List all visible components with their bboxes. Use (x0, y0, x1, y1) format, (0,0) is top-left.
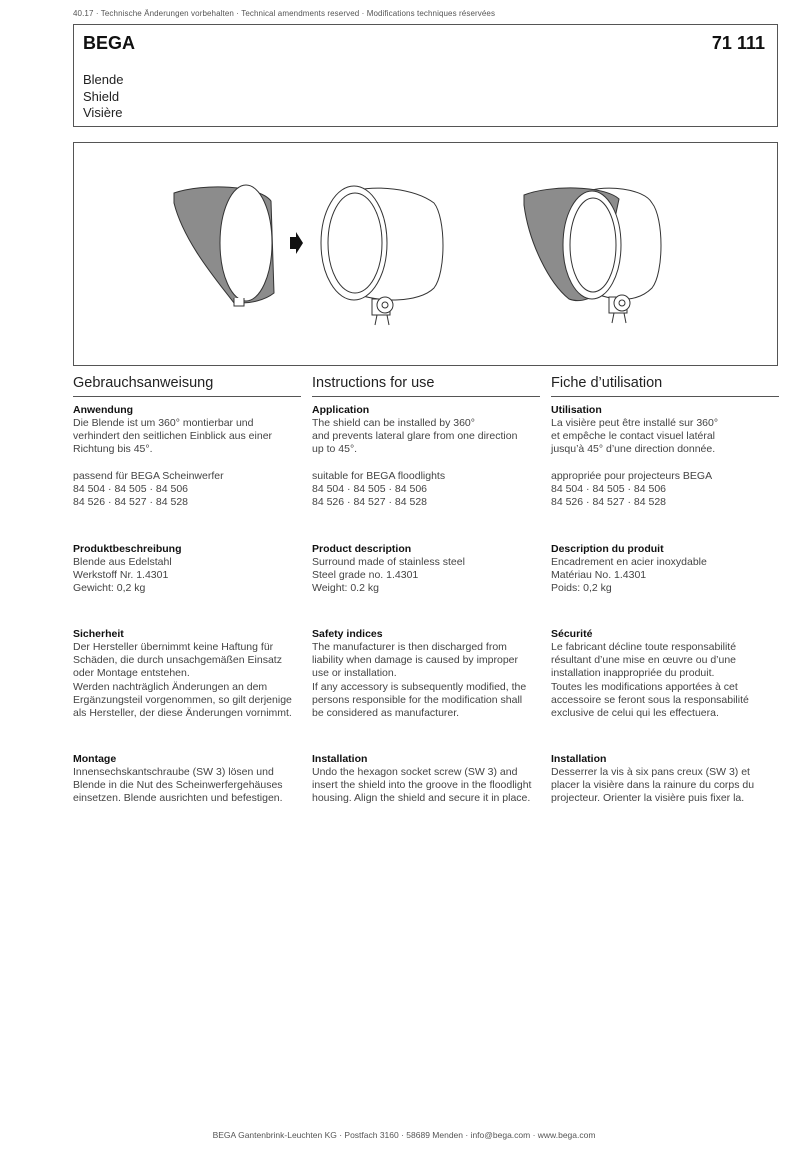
section-text: The shield can be installed by 360° and prevents lateral glare from one direction up to 45°. (312, 417, 518, 456)
section-heading: Produktbeschreibung (73, 543, 182, 555)
section-heading: Montage (73, 753, 117, 765)
section-installation (551, 753, 791, 806)
arrow-right-icon (290, 232, 303, 254)
section-safety (312, 628, 552, 720)
footer-address: BEGA Gantenbrink-Leuchten KG · Postfach 3160 · 58689 Menden · info@bega.com · www.bega.com (212, 1130, 596, 1140)
section-text: Der Hersteller übernimmt keine Haftung für Schäden, die durch unsachgemäßen Einsatz oder Montage entstehen. Werden nachträglich Änderungen an dem Ergänzungsteil vorgenommen, so gilt derjenige als Hersteller, der diese Änderungen vornimmt. (73, 641, 292, 720)
shield-drawing (174, 185, 274, 306)
suitable-text: passend für BEGA Scheinwerfer 84 504 · 84 505 · 84 506 84 526 · 84 527 · 84 528 (73, 469, 224, 509)
header-box (73, 24, 778, 127)
section-product (551, 543, 791, 596)
section-safety (551, 628, 791, 720)
section-text: La visière peut être installé sur 360° et empêche le contact visuel latéral jusqu’à 45° d’une direction donnée. (551, 417, 719, 456)
section-heading: Product description (312, 543, 412, 555)
article-number: 71 111 (711, 33, 765, 53)
section-text: Surround made of stainless steel Steel grade no. 1.4301 Weight: 0.2 kg (312, 556, 465, 595)
section-heading: Sécurité (551, 628, 593, 640)
floodlight-drawing (321, 186, 443, 325)
section-text: Undo the hexagon socket screw (SW 3) and insert the shield into the groove in the floodlight housing. Align the shield and secure it in place. (312, 766, 532, 805)
column-de (73, 372, 301, 805)
product-name-de: Blende (83, 72, 124, 87)
section-text: Desserrer la vis à six pans creux (SW 3) et placer la visière dans la rainure du corps du projecteur. Orienter la visière puis fixer la. (551, 766, 755, 805)
column-title: Gebrauchsanweisung (73, 372, 301, 397)
section-heading: Safety indices (312, 628, 383, 640)
section-text: Blende aus Edelstahl Werkstoff Nr. 1.4301 Gewicht: 0,2 kg (73, 556, 172, 595)
column-fr (551, 372, 779, 805)
product-names (83, 72, 123, 122)
section-application (551, 404, 791, 509)
revision-note: 40.17 · Technische Änderungen vorbehalten · Technical amendments reserved · Modifications techniques réservées (73, 9, 496, 18)
section-installation (73, 753, 313, 806)
section-heading: Anwendung (73, 404, 134, 416)
section-heading: Application (312, 404, 370, 416)
section-product (312, 543, 552, 596)
section-application (73, 404, 313, 509)
suitable-text: appropriée pour projecteurs BEGA 84 504 · 84 505 · 84 506 84 526 · 84 527 · 84 528 (551, 469, 713, 509)
section-safety (73, 628, 313, 720)
section-text: Die Blende ist um 360° montierbar und verhindert den seitlichen Einblick aus einer Richtung bis 45°. (73, 417, 273, 456)
section-text: The manufacturer is then discharged from liability when damage is caused by improper use or installation. If any accessory is subsequently modified, the persons responsible for the modification shall be considered as manufacturer. (312, 641, 527, 720)
suitable-text: suitable for BEGA floodlights 84 504 · 84 505 · 84 506 84 526 · 84 527 · 84 528 (312, 469, 446, 509)
floodlight-with-shield-drawing (524, 188, 661, 323)
section-heading: Installation (551, 753, 607, 765)
section-text: Encadrement en acier inoxydable Matériau No. 1.4301 Poids: 0,2 kg (551, 556, 707, 595)
installation-illustration (74, 143, 777, 365)
section-heading: Installation (312, 753, 368, 765)
section-heading: Utilisation (551, 404, 602, 416)
column-en (312, 372, 540, 805)
section-heading: Sicherheit (73, 628, 124, 640)
section-installation (312, 753, 552, 806)
section-text: Innensechskantschraube (SW 3) lösen und Blende in die Nut des Scheinwerfergehäuses einsetzen. Blende ausrichten und befestigen. (73, 766, 283, 805)
product-name-fr: Visière (83, 105, 123, 120)
column-title: Instructions for use (312, 372, 540, 397)
section-application (312, 404, 552, 509)
product-name-en: Shield (83, 88, 120, 104)
illustration-box (73, 142, 778, 366)
brand-name: BEGA (83, 33, 136, 53)
section-heading: Description du produit (551, 543, 664, 555)
section-product (73, 543, 313, 596)
column-title: Fiche d’utilisation (551, 372, 779, 397)
section-text: Le fabricant décline toute responsabilité résultant d’une mise en œuvre ou d’une installation inappropriée du produit. Toutes les modifications apportées à cet accessoire se feront sous la responsabilité exclusive de celui qui les effectuera. (551, 641, 749, 720)
